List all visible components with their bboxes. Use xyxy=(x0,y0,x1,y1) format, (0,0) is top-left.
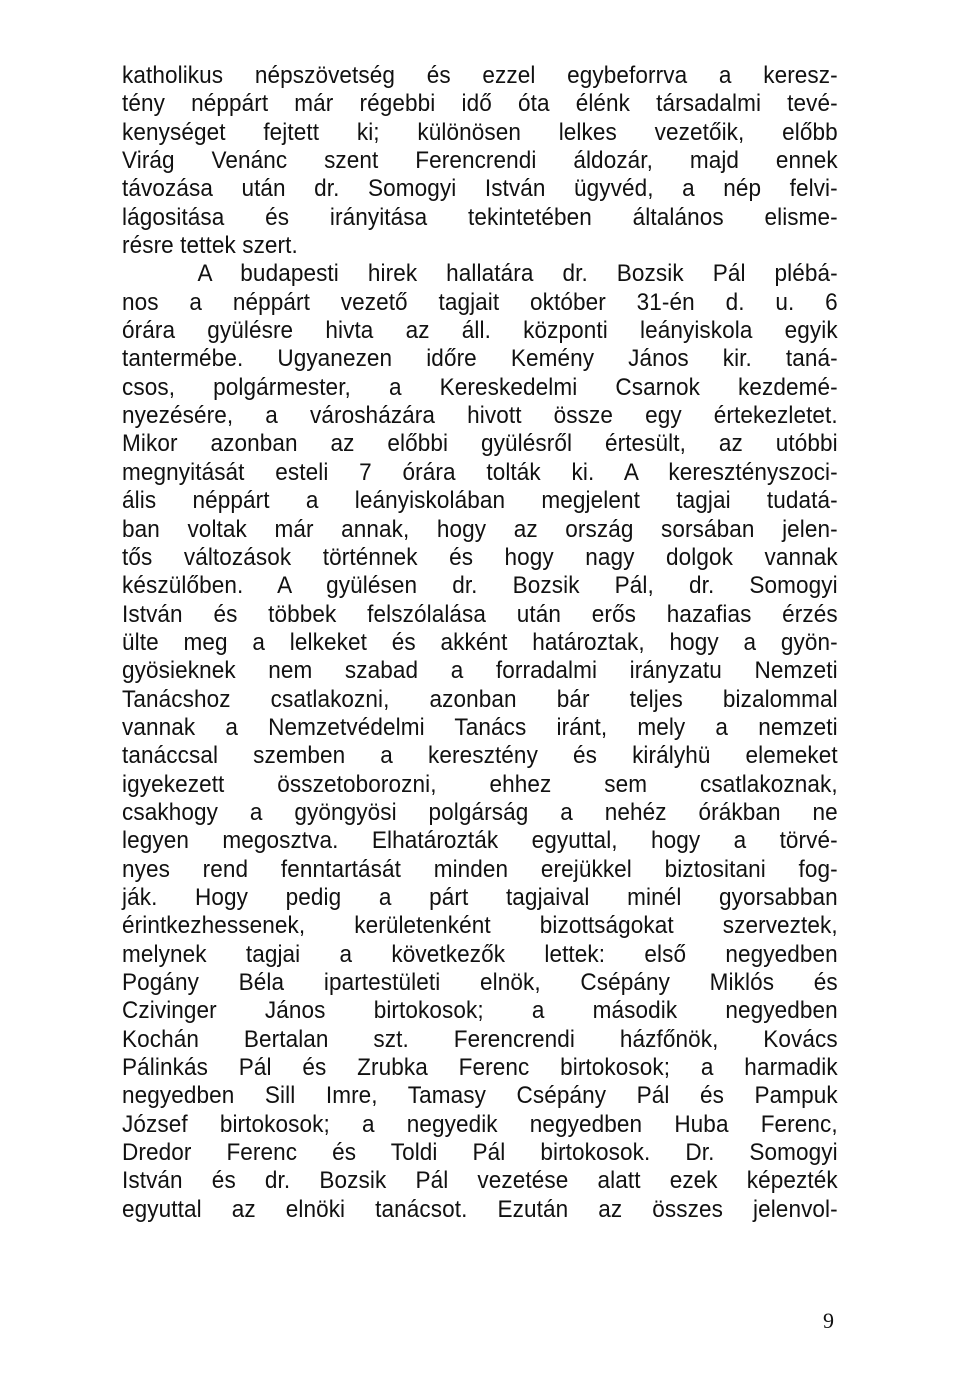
text-line: legyen megosztva. Elhatározták egyuttal, hogy a törvé- xyxy=(122,827,838,855)
text-line: melynek tagjai a következők lettek: első negyedben xyxy=(122,940,838,968)
text-line: tantermébe. Ugyanezen időre Kemény János kir. taná- xyxy=(122,345,838,373)
text-line: József birtokosok; a negyedik negyedben Huba Ferenc, xyxy=(122,1110,838,1138)
text-line: érintkezhessenek, kerületenként bizottságokat szerveztek, xyxy=(122,912,838,940)
text-line: igyekezett összetoborozni, ehhez sem csatlakoznak, xyxy=(122,770,838,798)
text-line: csakhogy a gyöngyösi polgárság a nehéz órákban ne xyxy=(122,798,838,826)
text-line: egyuttal az elnöki tanácsot. Ezután az összes jelenvol- xyxy=(122,1195,838,1223)
text-line: nos a néppárt vezető tagjait október 31-én d. u. 6 xyxy=(122,288,838,316)
text-line: tanáccsal szemben a keresztény és királyhü elemeket xyxy=(122,742,838,770)
text-line: Tanácshoz csatlakozni, azonban bár teljes bizalommal xyxy=(122,685,838,713)
text-line: Virág Venánc szent Ferencrendi áldozár, majd ennek xyxy=(122,147,838,175)
text-line: Kochán Bertalan szt. Ferencrendi házfőnök, Kovács xyxy=(122,1025,838,1053)
text-line: ülte meg a lelkeket és akként határoztak, hogy a gyön- xyxy=(122,628,838,656)
text-line: Pálinkás Pál és Zrubka Ferenc birtokosok; a harmadik xyxy=(122,1054,838,1082)
text-line: István és dr. Bozsik Pál vezetése alatt ezek képezték xyxy=(122,1167,838,1195)
text-line: nyezésére, a városházára hivott össze egy értekezletet. xyxy=(122,402,838,430)
text-line: tény néppárt már régebbi idő óta élénk társadalmi tevé- xyxy=(122,90,838,118)
text-line: vannak a Nemzetvédelmi Tanács iránt, mely a nemzeti xyxy=(122,713,838,741)
text-line: csos, polgármester, a Kereskedelmi Csarnok kezdemé- xyxy=(122,373,838,401)
text-line: készülőben. A gyülésen dr. Bozsik Pál, dr. Somogyi xyxy=(122,572,838,600)
text-line: negyedben Sill Imre, Tamasy Csépány Pál és Pampuk xyxy=(122,1082,838,1110)
text-line: Pogány Béla ipartestületi elnök, Csépány Miklós és xyxy=(122,969,838,996)
text-line: Czivinger János birtokosok; a második negyedben xyxy=(122,997,838,1025)
text-line: órára gyülésre hivta az áll. központi leányiskola egyik xyxy=(122,317,838,345)
text-line: résre tettek szert. xyxy=(122,232,298,260)
text-line: Mikor azonban az előbbi gyülésről értesült, az utóbbi xyxy=(122,430,838,458)
text-line: tős változások történnek és hogy nagy dolgok vannak xyxy=(122,543,838,571)
text-line: Dredor Ferenc és Toldi Pál birtokosok. Dr. Somogyi xyxy=(122,1139,838,1167)
text-line: ális néppárt a leányiskolában megjelent tagjai tudatá- xyxy=(122,487,838,515)
text-line: távozása után dr. Somogyi István ügyvéd, a nép felvi- xyxy=(122,175,838,203)
text-line: katholikus népszövetség és ezzel egybeforrva a keresz- xyxy=(122,62,838,89)
text-line: István és többek felszólalása után erős hazafias érzés xyxy=(122,600,838,628)
text-line: gyösieknek nem szabad a forradalmi irányzatu Nemzeti xyxy=(122,657,838,685)
body-text xyxy=(122,62,838,1224)
text-line: ban voltak már annak, hogy az ország sorsában jelen- xyxy=(122,515,838,543)
text-line: kenységet fejtett ki; különösen lelkes vezetőik, előbb xyxy=(122,118,838,146)
text-line: lágositása és irányitása tekintetében általános elisme- xyxy=(122,203,838,231)
text-line: nyes rend fenntartását minden erejükkel biztositani fog- xyxy=(122,855,838,883)
text-line: megnyitását esteli 7 órára tolták ki. A keresztényszoci- xyxy=(122,458,838,486)
text-line: A budapesti hirek hallatára dr. Bozsik Pál plébá- xyxy=(197,260,838,288)
page-number: 9 xyxy=(823,1308,834,1333)
text-line: ják. Hogy pedig a párt tagjaival minél gyorsabban xyxy=(122,883,838,911)
